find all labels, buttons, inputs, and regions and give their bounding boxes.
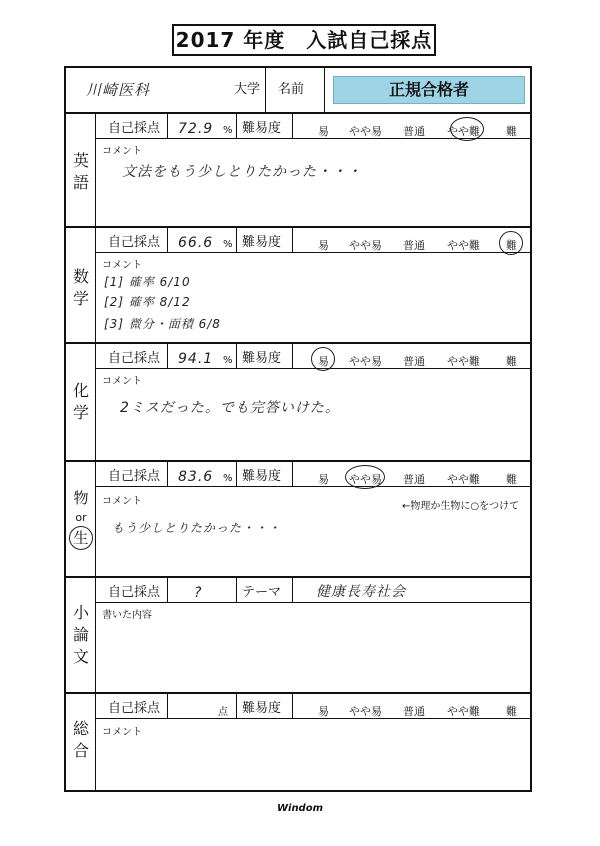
footer-brand: Windom [276,803,324,814]
chemistry-comment: 2ミスだった。でも完答いけた。 [120,400,340,416]
total-unit: 点 [218,707,228,718]
bio-selected-mark [69,526,93,550]
chemistry-score: 94.1 [178,351,214,367]
bio-score: 83.6 [178,469,214,485]
subject-chemistry: 化 学 [72,381,89,422]
essay-score: ? [194,585,203,601]
subject-total: 総 合 [72,719,89,760]
bio-note: ←物理か生物に○をつけて [402,501,520,512]
score-label: 自己採点 [108,121,161,136]
theme-label: テーマ [242,585,282,600]
school-name: 川崎医科 [86,81,151,99]
english-score: 72.9 [178,121,214,137]
page-title: 2017 年度 入試自己採点 [172,24,436,56]
math-comment-3: [3] 微分・面積 6/8 [104,317,221,331]
math-comment-2: [2] 確率 8/12 [104,295,191,309]
subject-physics-or-bio: 物 or 生 [73,489,89,547]
math-score: 66.6 [178,235,214,251]
subject-english: 英 語 [72,151,89,192]
score-sheet: 川崎医科 大学 名前 正規合格者 英 語 自己採点 72.9 % 難易度 易 やや易 普通 やや難 難 コメント 文法をもう少しとりたかった・・・ 数 学 自己採点 66.6 % 難易度 易 やや易 普通 やや難 難 コメント [1] 確率 6/10 [2] 確率 8/12 [3] 微分・面積 6/8 化 学 自己採点 94.1 % 難易度 易 やや易 普通 やや難 難 コメント 2ミスだった。でも完答いけた。 物 or 生 自己採点 83.6 % 難易度 易 やや易 普通 やや難 難 コメント ←物理か生物に○をつけて もう少しとりたかった・・・ 小 論 文 自己採点 ? テーマ 健康長寿社会 書いた内容 総 合 自己採点 点 難易度 易 やや易 普通 やや難 難 コメント [64,66,532,792]
subject-essay: 小 論 文 [72,603,89,666]
difficulty-label: 難易度 [242,121,282,136]
bio-comment: もう少しとりたかった・・・ [112,521,282,535]
written-label: 書いた内容 [102,610,152,621]
subject-math: 数 学 [72,267,89,308]
result-badge: 正規合格者 [333,76,525,104]
english-comment: 文法をもう少しとりたかった・・・ [122,164,362,180]
name-label: 名前 [278,82,305,97]
daigaku-label: 大学 [234,82,261,97]
math-comment-1: [1] 確率 6/10 [104,275,191,289]
essay-theme: 健康長寿社会 [316,584,406,600]
